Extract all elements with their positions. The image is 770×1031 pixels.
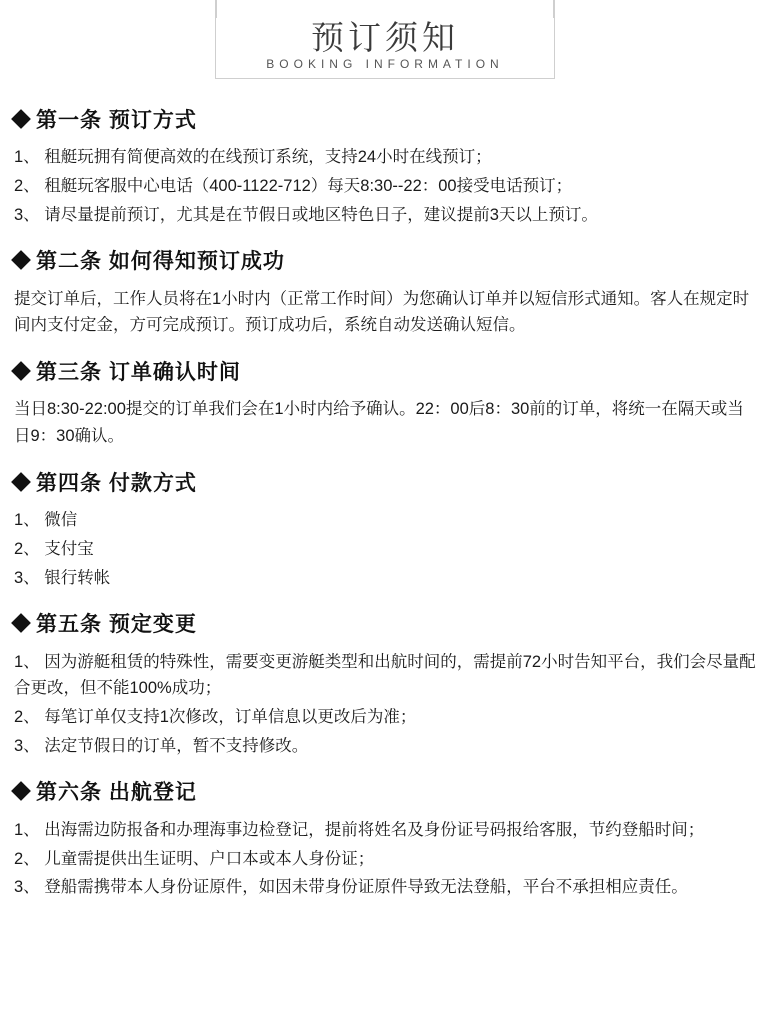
paragraph: 当日8:30-22:00提交的订单我们会在1小时内给予确认。22：00后8：30前的订单，将统一在隔天或当日9：30确认。: [14, 400, 744, 446]
list-item: 1、 出海需边防报备和办理海事边检登记，提前将姓名及身份证号码报给客服，节约登船时间；: [14, 820, 705, 839]
section-heading-label: 第六条 出航登记: [36, 781, 197, 805]
section-list: [14, 817, 756, 901]
page-title: 预订须知: [311, 19, 459, 56]
section-heading: [14, 470, 756, 497]
list-item: 2、 儿童需提供出生证明、户口本或本人身份证；: [14, 849, 375, 868]
section-heading-label: 第二条 如何得知预订成功: [36, 250, 285, 274]
list-item: 1、 租艇玩拥有简便高效的在线预订系统，支持24小时在线预订；: [14, 148, 492, 167]
section-booking-change: [14, 611, 756, 759]
list-item: 3、 登船需携带本人身份证原件，如因未带身份证原件导致无法登船，平台不承担相应责任。: [14, 878, 688, 897]
list-item: 3、 银行转帐: [14, 568, 111, 587]
list-item: 2、 支付宝: [14, 539, 94, 558]
title-overlay: [216, 19, 554, 57]
section-heading: [14, 779, 756, 806]
section-confirm-time: [14, 359, 756, 450]
list-item: 3、 法定节假日的订单，暂不支持修改。: [14, 736, 309, 755]
paragraph: 提交订单后，工作人员将在1小时内（正常工作时间）为您确认订单并以短信形式通知。客人在规定时间内支付定金，方可完成预订。预订成功后，系统自动发送确认短信。: [14, 289, 750, 335]
document-header: [14, 0, 756, 87]
list-item: 1、 因为游艇租赁的特殊性，需要变更游艇类型和出航时间的，需提前72小时告知平台，我们会尽量配合更改，但不能100%成功；: [14, 652, 756, 698]
section-heading-label: 第四条 付款方式: [36, 471, 197, 495]
page-subtitle: BOOKING INFORMATION: [266, 56, 504, 71]
section-heading: [14, 359, 756, 386]
section-heading: [14, 107, 756, 134]
list-item: 3、 请尽量提前预订，尤其是在节假日或地区特色日子，建议提前3天以上预订。: [14, 205, 598, 224]
section-list: [14, 649, 756, 760]
section-departure-registration: [14, 779, 756, 900]
section-list: [14, 144, 756, 228]
diamond-bullet-icon: [11, 361, 31, 381]
section-confirm-notice: [14, 248, 756, 339]
list-item: 1、 微信: [14, 511, 78, 530]
list-item: 2、 租艇玩客服中心电话（400-1122-712）每天8:30--22：00接受电话预订；: [14, 176, 573, 195]
diamond-bullet-icon: [11, 472, 31, 492]
section-heading: [14, 248, 756, 275]
section-heading-label: 第五条 预定变更: [36, 613, 197, 637]
section-payment-methods: [14, 470, 756, 591]
diamond-bullet-icon: [11, 613, 31, 633]
section-heading-label: 第三条 订单确认时间: [36, 361, 241, 385]
list-item: 2、 每笔订单仅支持1次修改，订单信息以更改后为准；: [14, 708, 417, 727]
section-booking-method: [14, 107, 756, 228]
diamond-bullet-icon: [11, 250, 31, 270]
section-heading-label: 第一条 预订方式: [36, 108, 197, 132]
diamond-bullet-icon: [11, 782, 31, 802]
section-heading: [14, 611, 756, 638]
section-list: [14, 507, 756, 591]
diamond-bullet-icon: [11, 109, 31, 129]
title-frame: [215, 0, 555, 79]
